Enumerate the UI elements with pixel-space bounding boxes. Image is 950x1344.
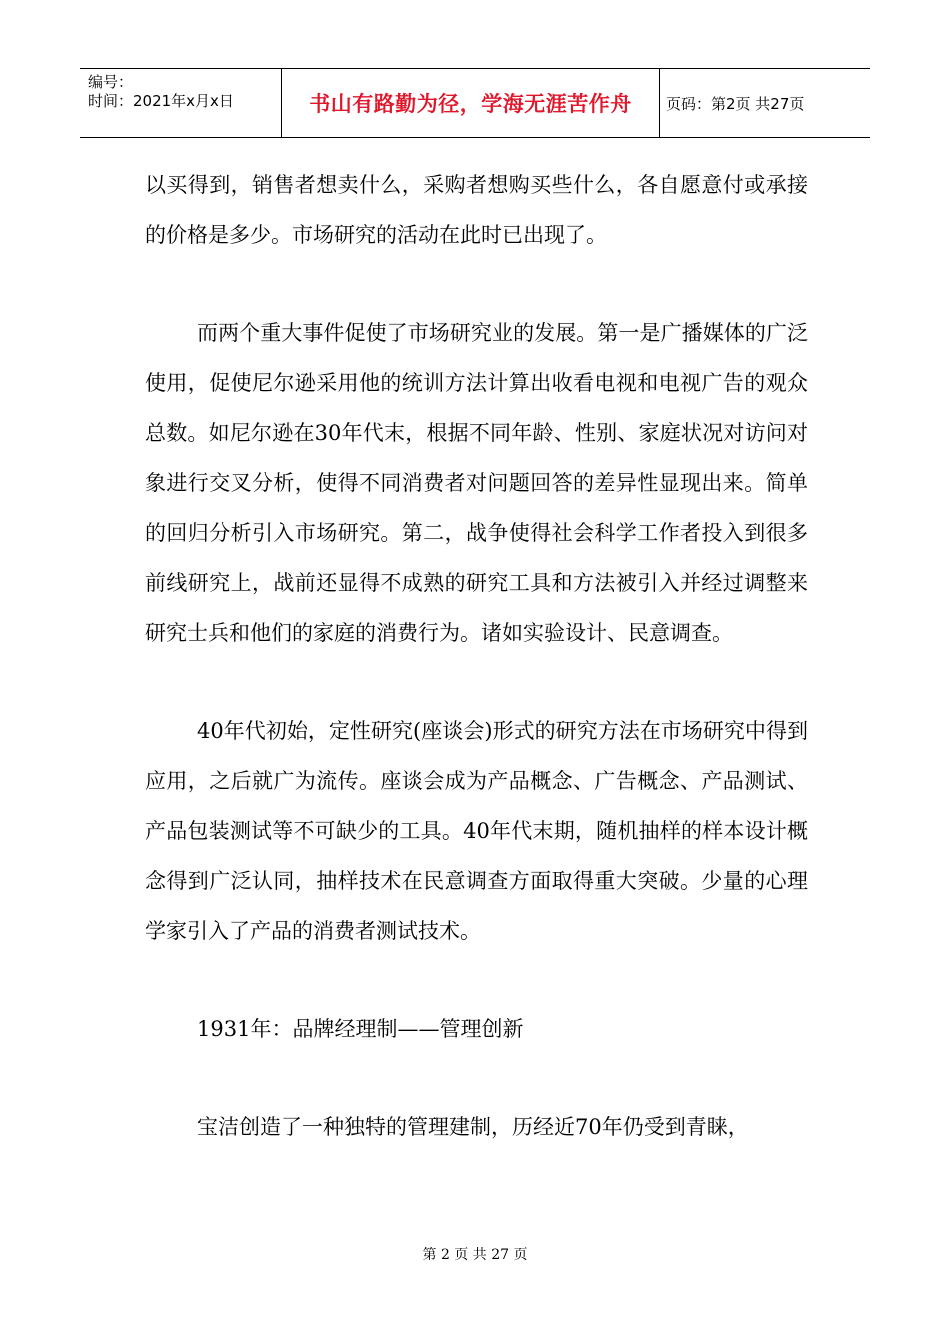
- header-meta: [80, 69, 282, 137]
- paragraph-qualitative-research: 40年代初始，定性研究(座谈会)形式的研究方法在市场研究中得到应用，之后就广为流传。座谈会成为产品概念、广告概念、产品测试、产品包装测试等不可缺少的工具。40年代末期，随机抽样的样本设计概念得到广泛认同，抽样技术在民意调查方面取得重大突破。少量的心理学家引入了产品的消费者测试技术。: [145, 719, 808, 943]
- page-header: [80, 68, 870, 138]
- paragraph-gap: [145, 956, 808, 1004]
- header-motto: 书山有路勤为径，学海无涯苦作舟: [282, 69, 660, 137]
- paragraph-gap: [145, 1054, 808, 1102]
- document-number-label: 编号：: [88, 73, 134, 91]
- section-heading-brand-manager: 1931年：品牌经理制——管理创新: [197, 1017, 524, 1041]
- paragraph-gap: [145, 658, 808, 706]
- document-time-label: 时间：2021年x月x日: [88, 92, 234, 110]
- paragraph-gap: [145, 260, 808, 308]
- page-footer: 第 2 页 共 27 页: [422, 1247, 528, 1263]
- header-page-info: 页码：第2页 共27页: [666, 94, 805, 113]
- paragraph-market-research-events: 而两个重大事件促使了市场研究业的发展。第一是广播媒体的广泛使用，促使尼尔逊采用他的统训方法计算出收看电视和电视广告的观众总数。如尼尔逊在30年代末，根据不同年龄、性别、家庭状况对访问对象进行交叉分析，使得不同消费者对问题回答的差异性显现出来。简单的回归分析引入市场研究。第二，战争使得社会科学工作者投入到很多前线研究上，战前还显得不成熟的研究工具和方法被引入并经过调整来研究士兵和他们的家庭的消费行为。诸如实验设计、民意调查。: [145, 321, 808, 645]
- paragraph-pg-management: 宝洁创造了一种独特的管理建制，历经近70年仍受到青睐，: [197, 1115, 749, 1139]
- paragraph-continuation: 以买得到，销售者想卖什么，采购者想购买些什么，各自愿意付或承接的价格是多少。市场研究的活动在此时已出现了。: [145, 173, 808, 247]
- document-body: [145, 160, 808, 1152]
